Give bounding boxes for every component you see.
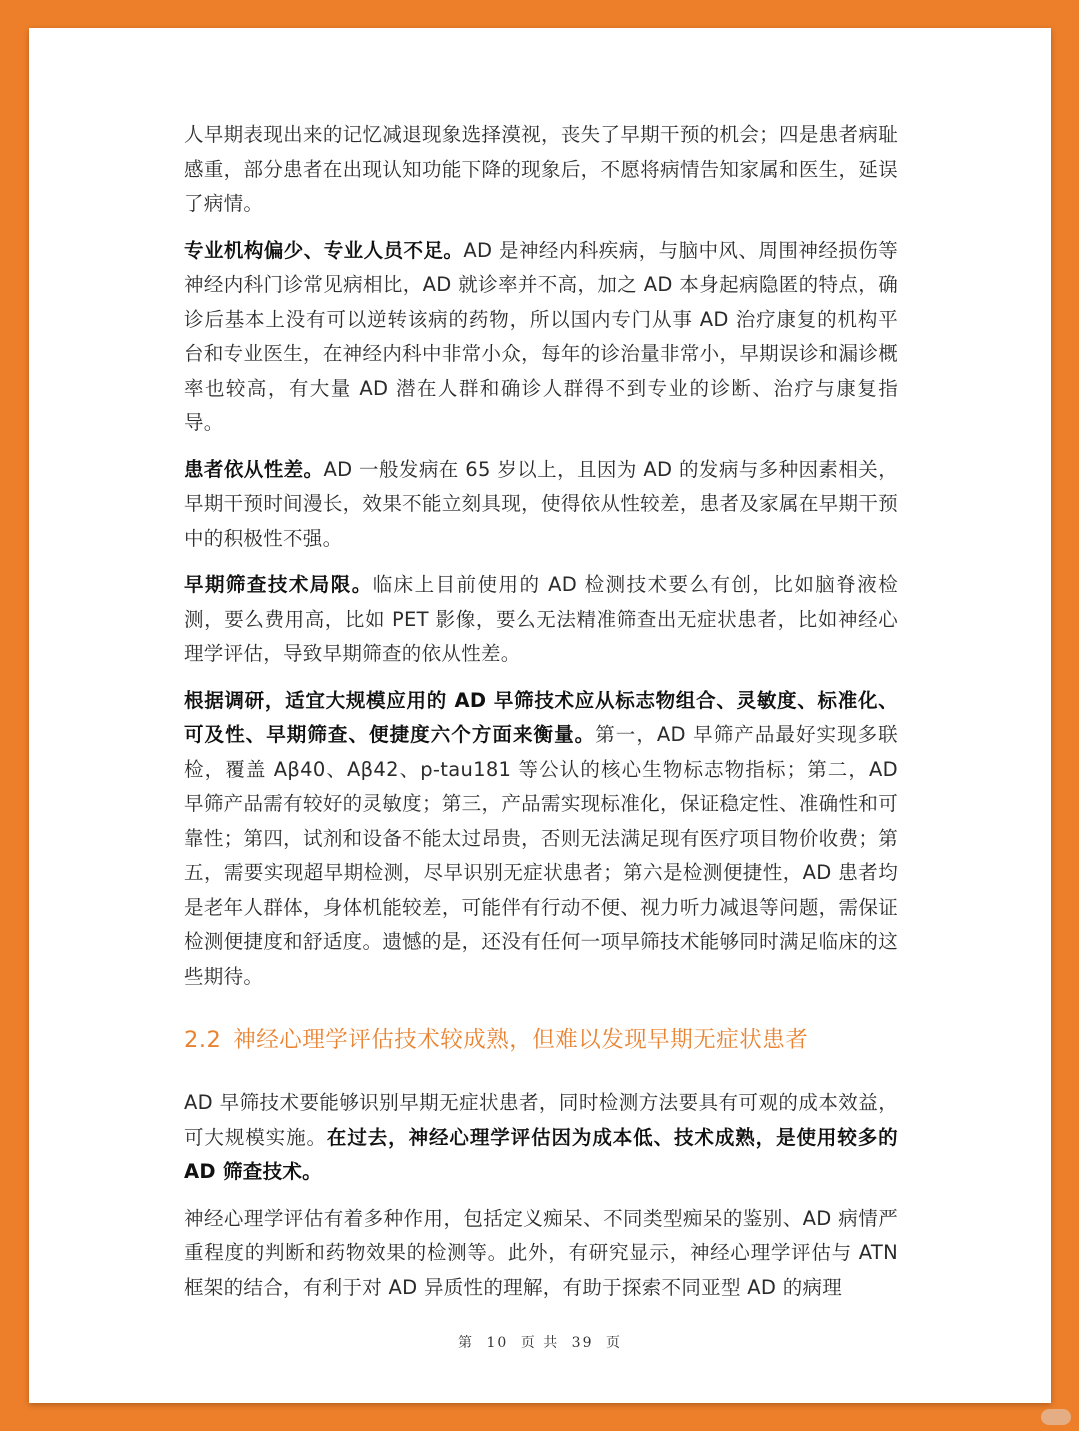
- section-heading: [184, 1020, 898, 1060]
- page-footer: [29, 1332, 1051, 1352]
- bold-text-run: 患者依从性差。: [184, 457, 324, 481]
- paragraph: [184, 568, 898, 672]
- footer-current-page: 10: [486, 1335, 509, 1351]
- section-paragraph-group: [184, 1086, 898, 1305]
- bold-text-run: 在过去，神经心理学评估因为成本低、技术成熟，是使用较多的 AD 筛查技术。: [184, 1125, 898, 1183]
- text-run: 神经心理学评估有着多种作用，包括定义痴呆、不同类型痴呆的鉴别、AD 病情严重程度的判断和药物效果的检测等。此外，有研究显示，神经心理学评估与 ATN 框架的结合，有利于对 AD 异质性的理解，有助于探索不同亚型 AD 的病理: [184, 1206, 898, 1299]
- text-run: AD 早筛技术要能够识别早期无症状患者，同时检测方法要具有可观的成本效益，可大规模实施。: [184, 1091, 898, 1149]
- footer-suffix: 页: [605, 1335, 622, 1351]
- section-number: 2.2: [184, 1027, 222, 1053]
- section-title: 神经心理学评估技术较成熟，但难以发现早期无症状患者: [233, 1027, 809, 1053]
- paragraph: [184, 684, 898, 995]
- watermark-badge: [1041, 1409, 1071, 1425]
- text-run: AD 一般发病在 65 岁以上，且因为 AD 的发病与多种因素相关，早期干预时间漫长，效果不能立刻具现，使得依从性较差，患者及家属在早期干预中的积极性不强。: [184, 457, 898, 550]
- footer-middle: 页 共: [520, 1335, 560, 1351]
- bold-text-run: 根据调研，适宜大规模应用的 AD 早筛技术应从标志物组合、灵敏度、标准化、可及性、早期筛查、便捷度六个方面来衡量。: [184, 688, 898, 746]
- paragraph: [184, 118, 898, 222]
- text-run: 人早期表现出来的记忆减退现象选择漠视，丧失了早期干预的机会；四是患者病耻感重，部分患者在出现认知功能下降的现象后，不愿将病情告知家属和医生，延误了病情。: [184, 123, 898, 215]
- bold-text-run: 专业机构偏少、专业人员不足。: [184, 238, 464, 262]
- paragraph: [184, 1202, 898, 1306]
- text-run: 临床上目前使用的 AD 检测技术要么有创，比如脑脊液检测，要么费用高，比如 PET 影像，要么无法精准筛查出无症状患者，比如神经心理学评估，导致早期筛查的依从性差。: [184, 573, 898, 665]
- paragraph-group: [184, 118, 898, 994]
- text-run: AD 是神经内科疾病，与脑中风、周围神经损伤等神经内科门诊常见病相比，AD 就诊率并不高，加之 AD 本身起病隐匿的特点，确诊后基本上没有可以逆转该病的药物，所以国内专门从事 AD 治疗康复的机构平台和专业医生，在神经内科中非常小众，每年的诊治量非常小，早期误诊和漏诊概率也较高，有大量 AD 潜在人群和确诊人群得不到专业的诊断、治疗与康复指导。: [184, 238, 898, 434]
- footer-total-pages: 39: [571, 1335, 594, 1351]
- page-content: [184, 118, 898, 1317]
- bold-text-run: 早期筛查技术局限。: [184, 573, 373, 596]
- document-page: [29, 28, 1051, 1403]
- paragraph: [184, 234, 898, 441]
- text-run: 第一，AD 早筛产品最好实现多联检，覆盖 Aβ40、Aβ42、p-tau181 等公认的核心生物标志物指标；第二，AD 早筛产品需有较好的灵敏度；第三，产品需实现标准化，保证稳定性、准确性和可靠性；第四，试剂和设备不能太过昂贵，否则无法满足现有医疗项目物价收费；第五，需要实现超早期检测，尽早识别无症状患者；第六是检测便捷性，AD 患者均是老年人群体，身体机能较差，可能伴有行动不便、视力听力减退等问题，需保证检测便捷度和舒适度。遗憾的是，还没有任何一项早筛技术能够同时满足临床的这些期待。: [184, 723, 898, 988]
- footer-prefix: 第: [458, 1335, 475, 1351]
- paragraph: [184, 453, 898, 557]
- paragraph: [184, 1086, 898, 1190]
